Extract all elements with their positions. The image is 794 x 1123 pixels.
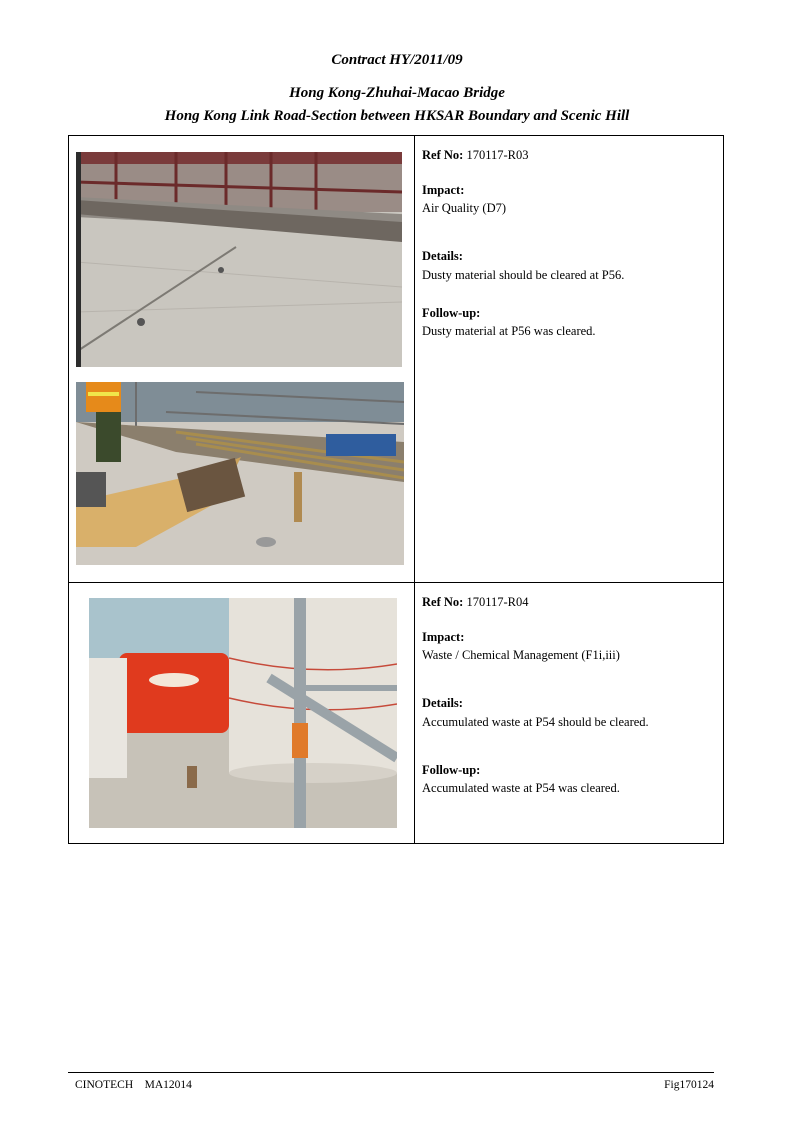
- record-details: [415, 583, 724, 844]
- details-label: Details:: [422, 249, 463, 264]
- ref-no-label: Ref No:: [422, 148, 464, 162]
- ref-no-value: 170117-R03: [466, 148, 529, 162]
- section-title: Hong Kong Link Road-Section between HKSAR Boundary and Scenic Hill: [164, 108, 630, 124]
- site-photo-deck: [76, 152, 402, 367]
- contract-title: Contract HY/2011/09: [331, 52, 463, 68]
- inspection-table: [68, 135, 724, 844]
- ref-no-value: 170117-R04: [466, 595, 529, 609]
- site-photo-waste: [89, 598, 397, 828]
- impact-value: Waste / Chemical Management (F1i,iii): [422, 648, 620, 663]
- record-row: [69, 583, 724, 844]
- impact-label: Impact:: [422, 183, 465, 198]
- details-value: Dusty material should be cleared at P56.: [422, 267, 625, 282]
- impact-label: Impact:: [422, 630, 465, 645]
- details-label: Details:: [422, 696, 463, 711]
- follow-up-label: Follow-up:: [422, 305, 481, 320]
- ref-no-line: [422, 146, 715, 164]
- impact-value: Air Quality (D7): [422, 201, 507, 216]
- follow-up-value: Dusty material at P56 was cleared.: [422, 323, 596, 338]
- follow-up-label: Follow-up:: [422, 762, 481, 777]
- photo-cell: [69, 583, 415, 844]
- details-value: Accumulated waste at P54 should be cleared.: [422, 714, 649, 729]
- record-row: [69, 136, 724, 583]
- ref-no-label: Ref No:: [422, 595, 464, 609]
- footer-rule: [68, 1072, 714, 1073]
- photo-cell: [69, 136, 415, 583]
- project-title: Hong Kong-Zhuhai-Macao Bridge: [289, 85, 505, 101]
- follow-up-value: Accumulated waste at P54 was cleared.: [422, 780, 620, 795]
- footer-figure-ref: Fig170124: [664, 1079, 714, 1091]
- ref-no-line: [422, 593, 715, 611]
- footer-company: CINOTECH MA12014: [75, 1079, 192, 1091]
- site-photo-boards: [76, 382, 404, 565]
- record-details: [415, 136, 724, 583]
